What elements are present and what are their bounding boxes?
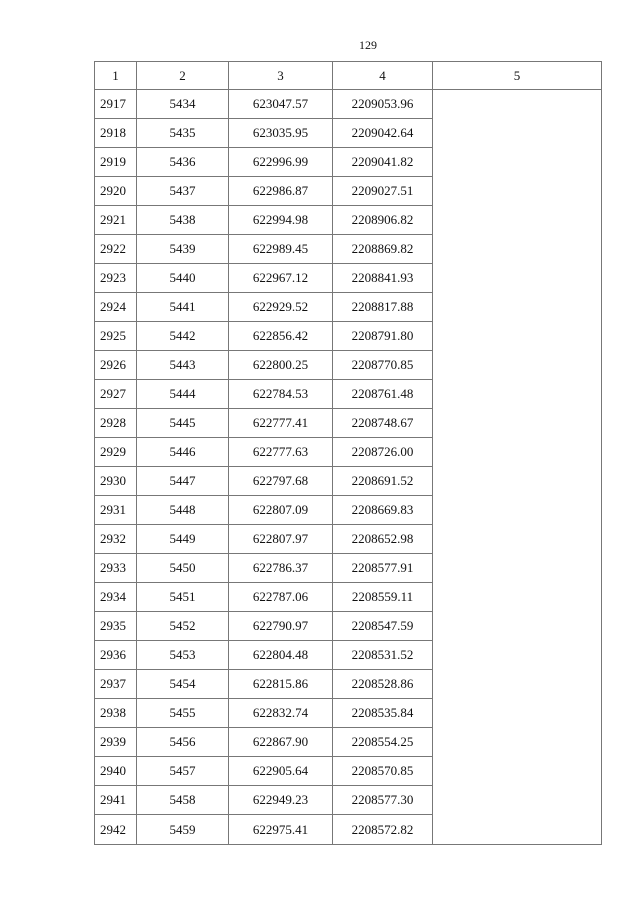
table-cell-col3: 622929.52	[229, 293, 333, 322]
table-cell-col2: 5455	[137, 699, 229, 728]
table-cell-col4: 2208577.30	[333, 786, 433, 815]
table-cell-col2: 5446	[137, 438, 229, 467]
table-header-row	[95, 62, 602, 90]
table-cell-col4: 2208770.85	[333, 351, 433, 380]
table-cell-col1: 2940	[95, 757, 137, 786]
table-cell-col1: 2917	[95, 90, 137, 119]
table-cell-col2: 5452	[137, 612, 229, 641]
table-cell-col1: 2934	[95, 583, 137, 612]
table-cell-col1: 2938	[95, 699, 137, 728]
table-cell-col2: 5441	[137, 293, 229, 322]
table-cell-col3: 622777.41	[229, 409, 333, 438]
table-cell-col2: 5435	[137, 119, 229, 148]
table-cell-col4: 2209027.51	[333, 177, 433, 206]
coordinates-table	[94, 61, 602, 845]
table-cell-col4: 2208726.00	[333, 438, 433, 467]
column-header-4: 4	[333, 62, 433, 90]
table-cell-col1: 2929	[95, 438, 137, 467]
table-cell-col4: 2208577.91	[333, 554, 433, 583]
table-cell-col4: 2209042.64	[333, 119, 433, 148]
table-cell-col4: 2208669.83	[333, 496, 433, 525]
table-cell-col3: 622790.97	[229, 612, 333, 641]
table-cell-col2: 5459	[137, 815, 229, 845]
table-cell-col3: 622832.74	[229, 699, 333, 728]
table-cell-col4: 2208691.52	[333, 467, 433, 496]
table-cell-col4: 2208906.82	[333, 206, 433, 235]
table-cell-col3: 622815.86	[229, 670, 333, 699]
table-cell-col2: 5451	[137, 583, 229, 612]
table-cell-col2: 5439	[137, 235, 229, 264]
table-cell-col3: 622996.99	[229, 148, 333, 177]
table-cell-col4: 2208748.67	[333, 409, 433, 438]
table-cell-col3: 622905.64	[229, 757, 333, 786]
table-body	[95, 90, 602, 845]
table-cell-col5-empty	[433, 90, 602, 845]
table-cell-col1: 2930	[95, 467, 137, 496]
table-cell-col3: 622989.45	[229, 235, 333, 264]
column-header-2: 2	[137, 62, 229, 90]
table-cell-col1: 2936	[95, 641, 137, 670]
table-cell-col3: 622777.63	[229, 438, 333, 467]
table-cell-col4: 2208570.85	[333, 757, 433, 786]
column-header-3: 3	[229, 62, 333, 90]
table-cell-col4: 2208531.52	[333, 641, 433, 670]
table-cell-col4: 2208791.80	[333, 322, 433, 351]
table-cell-col2: 5458	[137, 786, 229, 815]
table-cell-col3: 622800.25	[229, 351, 333, 380]
table-cell-col1: 2928	[95, 409, 137, 438]
table-cell-col1: 2920	[95, 177, 137, 206]
table-cell-col3: 622949.23	[229, 786, 333, 815]
table-cell-col3: 622797.68	[229, 467, 333, 496]
table-cell-col2: 5437	[137, 177, 229, 206]
table-cell-col2: 5440	[137, 264, 229, 293]
table-cell-col1: 2923	[95, 264, 137, 293]
table-cell-col1: 2922	[95, 235, 137, 264]
table-cell-col2: 5443	[137, 351, 229, 380]
table-cell-col2: 5436	[137, 148, 229, 177]
table-cell-col3: 623047.57	[229, 90, 333, 119]
table-cell-col2: 5434	[137, 90, 229, 119]
table-cell-col3: 622807.09	[229, 496, 333, 525]
table-cell-col3: 622975.41	[229, 815, 333, 845]
table-cell-col3: 622787.06	[229, 583, 333, 612]
table-cell-col2: 5449	[137, 525, 229, 554]
table-cell-col4: 2208817.88	[333, 293, 433, 322]
table-row	[95, 90, 602, 119]
table-cell-col2: 5456	[137, 728, 229, 757]
table-cell-col1: 2927	[95, 380, 137, 409]
table-cell-col4: 2209053.96	[333, 90, 433, 119]
table-cell-col4: 2208528.86	[333, 670, 433, 699]
table-cell-col1: 2919	[95, 148, 137, 177]
table-cell-col3: 622967.12	[229, 264, 333, 293]
table-cell-col4: 2209041.82	[333, 148, 433, 177]
table-cell-col2: 5450	[137, 554, 229, 583]
table-cell-col4: 2208761.48	[333, 380, 433, 409]
table-cell-col4: 2208559.11	[333, 583, 433, 612]
table-cell-col3: 622786.37	[229, 554, 333, 583]
table-cell-col1: 2931	[95, 496, 137, 525]
table-cell-col1: 2935	[95, 612, 137, 641]
table-cell-col1: 2926	[95, 351, 137, 380]
table-cell-col3: 622784.53	[229, 380, 333, 409]
table-cell-col1: 2941	[95, 786, 137, 815]
table-cell-col1: 2921	[95, 206, 137, 235]
column-header-1: 1	[95, 62, 137, 90]
table-cell-col4: 2208841.93	[333, 264, 433, 293]
table-cell-col3: 622986.87	[229, 177, 333, 206]
table-cell-col3: 622867.90	[229, 728, 333, 757]
table-cell-col2: 5438	[137, 206, 229, 235]
table-cell-col1: 2924	[95, 293, 137, 322]
table-cell-col3: 622994.98	[229, 206, 333, 235]
table-cell-col2: 5445	[137, 409, 229, 438]
table-cell-col2: 5442	[137, 322, 229, 351]
column-header-5: 5	[433, 62, 602, 90]
table-cell-col2: 5447	[137, 467, 229, 496]
table-cell-col4: 2208535.84	[333, 699, 433, 728]
table-cell-col1: 2937	[95, 670, 137, 699]
table-cell-col2: 5448	[137, 496, 229, 525]
table-cell-col1: 2925	[95, 322, 137, 351]
table-cell-col3: 622804.48	[229, 641, 333, 670]
table-cell-col2: 5444	[137, 380, 229, 409]
table-cell-col4: 2208652.98	[333, 525, 433, 554]
table-cell-col1: 2918	[95, 119, 137, 148]
table-cell-col2: 5453	[137, 641, 229, 670]
table-cell-col1: 2942	[95, 815, 137, 845]
table-cell-col3: 622807.97	[229, 525, 333, 554]
table-cell-col2: 5457	[137, 757, 229, 786]
table-cell-col4: 2208547.59	[333, 612, 433, 641]
table-cell-col1: 2933	[95, 554, 137, 583]
table-cell-col2: 5454	[137, 670, 229, 699]
table-cell-col1: 2939	[95, 728, 137, 757]
table-cell-col3: 623035.95	[229, 119, 333, 148]
table-cell-col4: 2208554.25	[333, 728, 433, 757]
page-number: 129	[359, 38, 377, 52]
table-cell-col3: 622856.42	[229, 322, 333, 351]
table-cell-col4: 2208572.82	[333, 815, 433, 845]
table-cell-col1: 2932	[95, 525, 137, 554]
table-cell-col4: 2208869.82	[333, 235, 433, 264]
